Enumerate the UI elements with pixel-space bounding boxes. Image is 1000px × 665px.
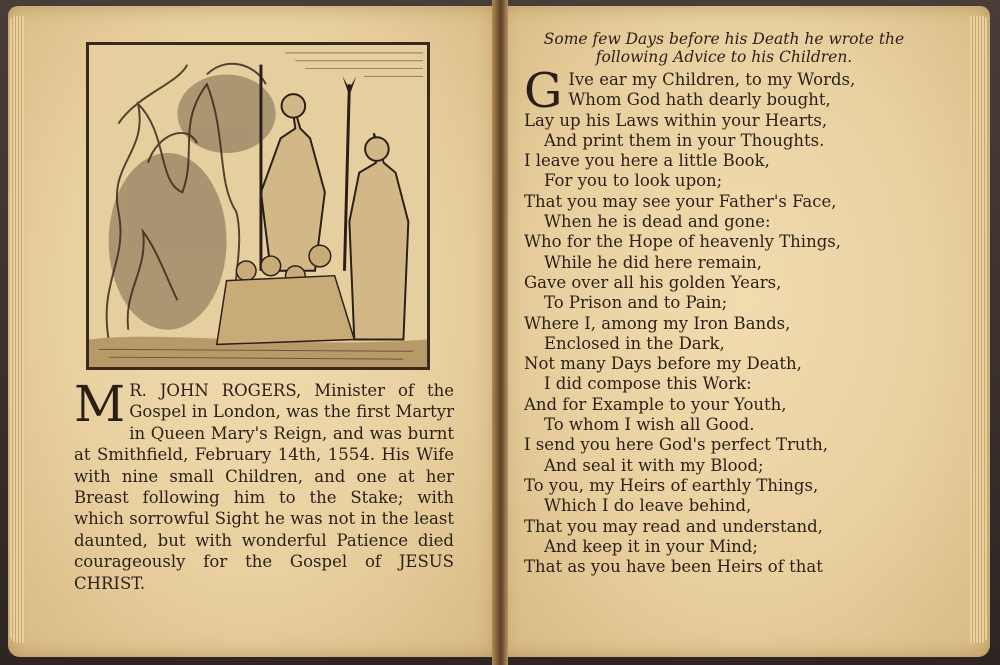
poem-opening (524, 63, 934, 119)
poem-line: That you may see your Father's Face, (524, 191, 837, 211)
poem-line: For you to look upon; (544, 171, 723, 191)
poem-drop-cap: G (524, 63, 563, 119)
poem-heading-line-1: Some few Days before his Death he wrote the (543, 30, 905, 48)
poem-line: To Prison and to Pain; (544, 293, 728, 313)
poem-line: Where I, among my Iron Bands, (524, 313, 791, 333)
poem-line: To whom I wish all Good. (544, 415, 755, 435)
poem-line: While he did here remain, (544, 252, 763, 272)
woodcut-illustration (86, 42, 430, 370)
poem-line: To you, my Heirs of earthly Things, (524, 475, 819, 495)
left-page-edges (10, 16, 24, 643)
martyr-paragraph (74, 375, 454, 594)
poem-line: Which I do leave behind, (544, 496, 752, 516)
poem-line: I did compose this Work: (544, 374, 752, 394)
right-page-edges (970, 16, 988, 643)
paragraph-text: R. JOHN ROGERS, Minister of the Gospel in London, was the first Martyr in Queen Mary's Reign, and was burnt at Smithfield, February 14th, 1554. His Wife with nine small Children, and one at her Breast following him to the Stake; with which sorrowful Sight he was not in the least daunted, but with wonderful Patience died courageously for the Gospel of JESUS CHRIST. (74, 381, 454, 593)
poem-line: And keep it in your Mind; (544, 536, 758, 556)
poem-line: Not many Days before my Death, (524, 354, 802, 374)
poem-line: I leave you here a little Book, (524, 151, 770, 171)
poem-line: And print them in your Thoughts. (544, 130, 825, 150)
poem-line: Enclosed in the Dark, (544, 333, 725, 353)
poem-line: That as you have been Heirs of that (524, 557, 823, 577)
poem-body (524, 63, 934, 577)
poem-line: And seal it with my Blood; (544, 455, 764, 475)
poem-line: Whom God hath dearly bought, (568, 90, 831, 110)
poem-line: Gave over all his golden Years, (524, 272, 782, 292)
poem-heading (514, 30, 934, 66)
poem-heading-line-2: following Advice to his Children. (595, 48, 853, 66)
poem-line: That you may read and understand, (524, 516, 823, 536)
poem-line: I send you here God's perfect Truth, (524, 435, 828, 455)
poem-line: Who for the Hope of heavenly Things, (524, 232, 841, 252)
poem-line: Lay up his Laws within your Hearts, (524, 110, 828, 130)
poem-line: And for Example to your Youth, (524, 394, 787, 414)
poem-lines (524, 111, 934, 578)
book-gutter (492, 0, 508, 665)
poem-line: Ive ear my Children, to my Words, (568, 70, 856, 89)
poem-line: When he is dead and gone: (544, 212, 771, 232)
paragraph-drop-cap: M (74, 375, 126, 433)
